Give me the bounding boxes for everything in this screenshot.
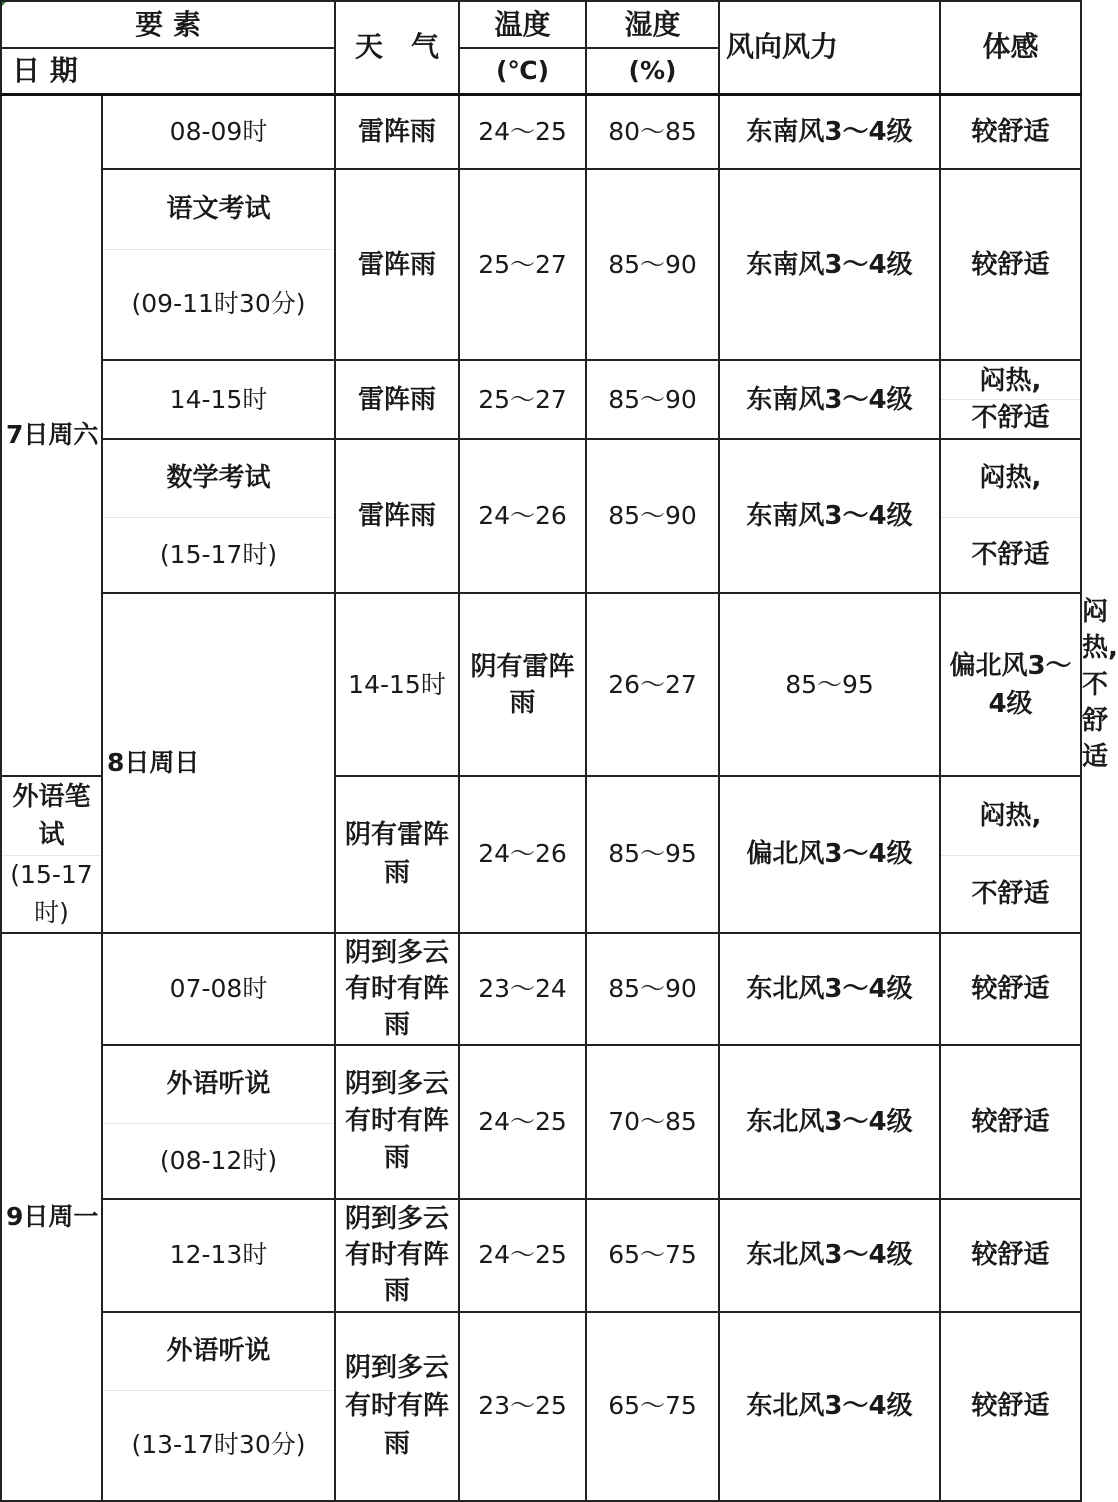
header-temp-unit: (℃): [459, 48, 586, 94]
wind-cell: 东南风3～4级: [719, 360, 940, 439]
weather-cell: [335, 933, 459, 1045]
feel-cell: [940, 360, 1081, 439]
wind-cell: 东北风3～4级: [719, 1312, 940, 1501]
feel-cell: 较舒适: [940, 1045, 1081, 1199]
weather-line-2: 雨: [509, 687, 536, 718]
exam-name: 语文考试: [102, 169, 335, 249]
temp-cell: 26～27: [586, 593, 719, 776]
feel-cell: 较舒适: [940, 1312, 1081, 1501]
feel-line-1: 闷热,: [940, 439, 1081, 517]
feel-cell: 较舒适: [940, 933, 1081, 1045]
time-slot: 14-15时: [102, 360, 335, 439]
temp-cell: 25～27: [459, 360, 586, 439]
date-day-8: 8日周日: [102, 593, 335, 933]
weather-table: 要 素 天 气 温度 湿度 风向风力 体感 日 期 (℃) (%) 7日周六 08-09时 雷阵雨 24～25 80～85 东南风3～4级 较舒适 语文考试 雷阵雨 25～27 85～90 东南风3～4级 较舒适 (09-11时30分) 14-15时 雷阵雨 25～27 85～90 东南风3～4级 闷热, 不舒适 数学考试 雷阵雨 24～26 85～90 东南风3～4级 闷热, (15-17时) 不舒适 8日周日 14-15时 阴有雷阵 雨 26～27 85～95 偏北风3～4级 闷热, 不舒适 外语笔试 阴有雷阵 雨 24～26 85～95 偏北风3～4级 闷热, (15-17时) 不舒适 9日周一 07-08时 阴到多云 有时有阵 雨 23～24 85～90 东北风3～4级 较舒适 外语听说 阴到多云 有时有阵 雨 24～25 70～85 东北风3～4级 较舒适 (08-12时) 12-13时 阴到多云 有时有阵 雨 24～25 65～75 东北风3～4级 较舒适 外语听说 阴到多云 有时有阵 雨 23～25 65～75 东北风3～4级 较舒适 (13-17时30分): [0, 0, 1082, 1502]
humid-cell: 85～95: [719, 593, 940, 776]
weather-cell: [335, 1045, 459, 1199]
humid-cell: 80～85: [586, 94, 719, 169]
wind-cell: 东南风3～4级: [719, 169, 940, 360]
wind-cell: 东南风3～4级: [719, 439, 940, 593]
humid-cell: 70～85: [586, 1045, 719, 1199]
header-wind: 风向风力: [719, 1, 940, 94]
weather-cell: 雷阵雨: [335, 439, 459, 593]
weather-line-1: 阴到多云: [344, 937, 449, 968]
exam-name: 外语听说: [102, 1045, 335, 1124]
weather-line-2: 有时有阵: [344, 1240, 449, 1270]
wind-cell: 东南风3～4级: [719, 94, 940, 169]
temp-cell: 24～25: [459, 1045, 586, 1199]
exam-time: (15-17时): [102, 517, 335, 593]
feel-line-2: 不舒适: [940, 855, 1081, 933]
feel-line-1: 闷热,: [940, 776, 1081, 855]
humid-cell: 65～75: [586, 1312, 719, 1501]
temp-cell: 23～24: [459, 933, 586, 1045]
header-date: 日 期: [1, 48, 335, 94]
exam-time: (13-17时30分): [102, 1391, 335, 1501]
humid-cell: 85～90: [586, 169, 719, 360]
feel-cell: 较舒适: [940, 1199, 1081, 1312]
weather-cell: [335, 776, 459, 933]
feel-cell: 较舒适: [940, 94, 1081, 169]
header-humid-unit: (%): [586, 48, 719, 94]
feel-cell: 较舒适: [940, 169, 1081, 360]
weather-line-2: 有时有阵: [344, 1106, 449, 1136]
header-humid-top: 湿度: [586, 1, 719, 48]
humid-cell: 85～95: [586, 776, 719, 933]
exam-time: (09-11时30分): [102, 249, 335, 360]
weather-line-1: 阴到多云: [344, 1069, 449, 1099]
feel-line-2: 不舒适: [940, 517, 1081, 593]
weather-cell: 雷阵雨: [335, 94, 459, 169]
time-slot: 07-08时: [102, 933, 335, 1045]
header-elements: 要 素: [1, 1, 335, 48]
weather-line-1: 阴有雷阵: [344, 820, 449, 851]
wind-cell: 东北风3～4级: [719, 1199, 940, 1312]
temp-cell: 23～25: [459, 1312, 586, 1501]
feel-line-2: 不舒适: [971, 403, 1050, 433]
exam-time: (08-12时): [102, 1124, 335, 1199]
weather-line-3: 雨: [383, 1009, 410, 1040]
header-weather: 天 气: [335, 1, 459, 94]
humid-cell: 85～90: [586, 933, 719, 1045]
wind-cell: 东北风3～4级: [719, 933, 940, 1045]
date-day-9: 9日周一: [1, 933, 102, 1501]
exam-name: 外语听说: [102, 1312, 335, 1391]
temp-cell: 24～26: [459, 439, 586, 593]
wind-cell: 偏北风3～4级: [940, 593, 1081, 776]
wind-cell: 偏北风3～4级: [719, 776, 940, 933]
temp-cell: 24～26: [459, 776, 586, 933]
exam-name: 数学考试: [102, 439, 335, 517]
temp-cell: 24～25: [459, 1199, 586, 1312]
weather-cell: [459, 593, 586, 776]
header-temp-top: 温度: [459, 1, 586, 48]
header-feel: 体感: [940, 1, 1081, 94]
exam-time: (15-17时): [1, 855, 102, 933]
weather-cell: [335, 1199, 459, 1312]
humid-cell: 85～90: [586, 439, 719, 593]
weather-line-2: 雨: [383, 858, 410, 889]
time-slot: 08-09时: [102, 94, 335, 169]
exam-name: 外语笔试: [1, 776, 102, 855]
weather-line-3: 雨: [383, 1143, 410, 1173]
time-slot: 12-13时: [102, 1199, 335, 1312]
weather-line-2: 有时有阵: [344, 1391, 449, 1421]
weather-line-1: 阴到多云: [344, 1204, 449, 1234]
weather-line-3: 雨: [383, 1429, 410, 1459]
date-day-7: 7日周六: [1, 94, 102, 776]
weather-line-2: 有时有阵: [344, 973, 449, 1004]
weather-cell: 雷阵雨: [335, 360, 459, 439]
time-slot: 14-15时: [335, 593, 459, 776]
weather-cell: 雷阵雨: [335, 169, 459, 360]
humid-cell: 65～75: [586, 1199, 719, 1312]
humid-cell: 85～90: [586, 360, 719, 439]
weather-cell: [335, 1312, 459, 1501]
temp-cell: 24～25: [459, 94, 586, 169]
weather-line-1: 阴有雷阵: [470, 651, 575, 682]
weather-line-3: 雨: [383, 1276, 410, 1306]
temp-cell: 25～27: [459, 169, 586, 360]
weather-line-1: 阴到多云: [344, 1353, 449, 1383]
feel-line-1: 闷热,: [941, 363, 1080, 400]
wind-cell: 东北风3～4级: [719, 1045, 940, 1199]
